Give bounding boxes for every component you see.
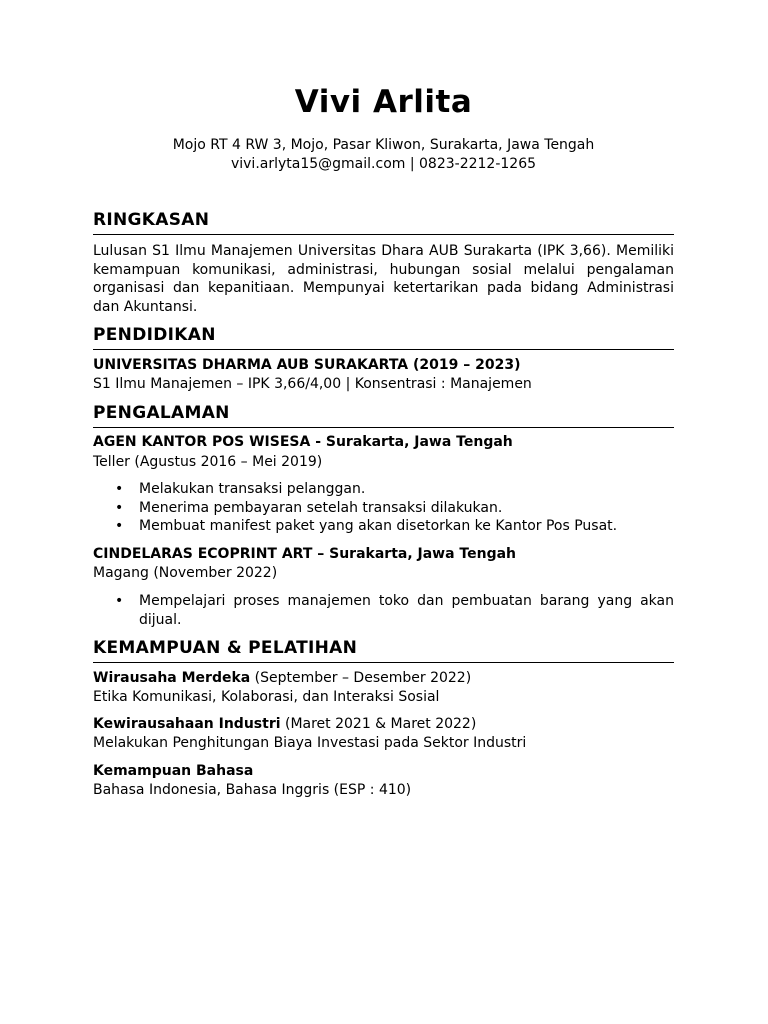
summary-heading: RINGKASAN [93, 210, 674, 235]
job-role: Teller (Agustus 2016 – Mei 2019) [93, 454, 323, 470]
skill-item [93, 762, 674, 781]
skill-period: (Maret 2021 & Maret 2022) [280, 716, 477, 732]
skill-period: (September – Desember 2022) [250, 670, 472, 686]
education-detail: S1 Ilmu Manajemen – IPK 3,66/4,00 | Konsentrasi : Manajemen [93, 376, 532, 392]
bullet-icon: • [115, 593, 124, 609]
bullet-icon: • [115, 518, 124, 534]
skill-name: Wirausaha Merdeka [93, 670, 251, 686]
education-school: UNIVERSITAS DHARMA AUB SURAKARTA (2019 – 2023) [93, 357, 521, 373]
job-org: AGEN KANTOR POS WISESA - Surakarta, Jawa Tengah [93, 434, 513, 450]
skill-desc: Melakukan Penghitungan Biaya Investasi pada Sektor Industri [93, 735, 527, 751]
list-item: • Melakukan transaksi pelanggan. [115, 481, 366, 497]
job-duties-list [115, 592, 674, 629]
job-role: Magang (November 2022) [93, 565, 278, 581]
job-duties-list [115, 480, 674, 536]
skill-desc: Bahasa Indonesia, Bahasa Inggris (ESP : 410) [93, 782, 412, 798]
list-item: • Menerima pembayaran setelah transaksi dilakukan. [115, 499, 503, 516]
summary-text: Lulusan S1 Ilmu Manajemen Universitas Dhara AUB Surakarta (IPK 3,66). Memiliki kemampuan komunikasi, administrasi, hubungan sosial melalui pengalaman organisasi dan kepanitiaan. Mempunyai ketertarikan pada bidang Administrasi dan Akuntansi. [93, 243, 674, 315]
skill-name: Kemampuan Bahasa [93, 763, 254, 779]
bullet-icon: • [115, 499, 124, 516]
skill-item [93, 669, 674, 688]
contact-line: vivi.arlyta15@gmail.com | 0823-2212-1265 [230, 156, 537, 172]
address-line: Mojo RT 4 RW 3, Mojo, Pasar Kliwon, Surakarta, Jawa Tengah [172, 137, 595, 153]
skills-heading: KEMAMPUAN & PELATIHAN [93, 638, 674, 663]
list-item: • Mempelajari proses manajemen toko dan pembuatan barang yang akan dijual. [115, 593, 674, 628]
list-item: • Membuat manifest paket yang akan disetorkan ke Kantor Pos Pusat. [115, 518, 618, 534]
skill-item [93, 715, 674, 734]
skill-name: Kewirausahaan Industri [93, 716, 281, 732]
candidate-name: Vivi Arlita [294, 84, 473, 120]
skill-desc: Etika Komunikasi, Kolaborasi, dan Interaksi Sosial [93, 689, 440, 705]
bullet-icon: • [115, 481, 124, 497]
job-org: CINDELARAS ECOPRINT ART – Surakarta, Jawa Tengah [93, 546, 517, 562]
education-heading: PENDIDIKAN [93, 325, 674, 350]
experience-heading: PENGALAMAN [93, 403, 674, 428]
